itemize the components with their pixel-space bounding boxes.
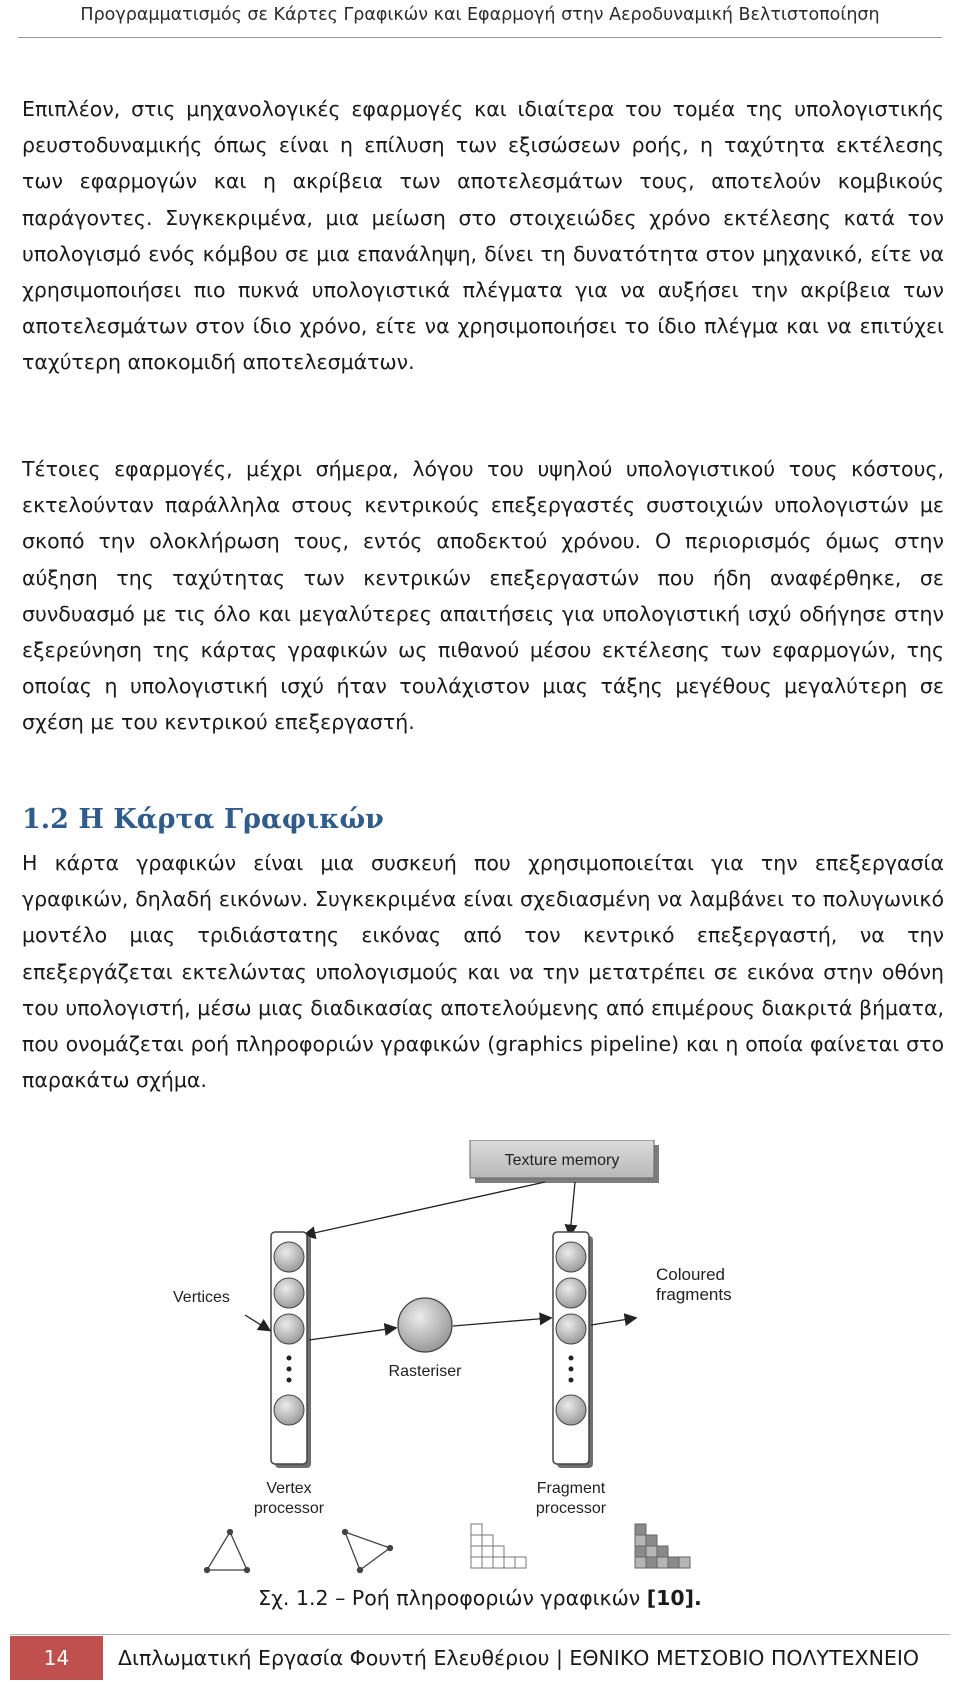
graphics-pipeline-figure — [165, 1140, 825, 1580]
texture-link-vertex — [305, 1182, 545, 1235]
page-number: 14 — [10, 1636, 103, 1680]
footer-text: Διπλωματική Εργασία Φουντή Ελευθέριου | ΕΘΝΙΚΟ ΜΕΤΣΟΒΙΟ ΠΟΛΥΤΕΧΝΕΙΟ — [118, 1646, 920, 1670]
running-title: Προγραμματισμός σε Κάρτες Γραφικών και Εφαρμογή στην Αεροδυναμική Βελτιστοποίηση — [80, 5, 880, 25]
vertices-arrow — [245, 1315, 269, 1330]
figure-caption — [0, 1583, 960, 1613]
section-heading: 1.2 Η Κάρτα Γραφικών — [22, 804, 384, 835]
caption-reference: [10]. — [646, 1586, 702, 1610]
rasteriser-node — [398, 1298, 452, 1352]
running-header — [18, 0, 942, 38]
triangle-input-illustration — [205, 1530, 250, 1573]
raster-grid-illustration — [471, 1524, 526, 1568]
body-paragraph-2: Τέτοιες εφαρμογές, μέχρι σήμερα, λόγου του υψηλού υπολογιστικού τους κόστους, εκτελούνταν παράλληλα στους κεντρικούς επεξεργαστές συστοιχιών υπολογιστών με σκοπό την ολοκλήρωση τους, εντός αποδεκτού χρόνου. Ο περιορισμός όμως στην αύξηση της ταχύτητας των κεντρικών επεξεργαστών που ήδη αναφέρθηκε, σε συνδυασμό με τις όλο και μεγαλύτερες απαιτήσεις για υπολογιστική ισχύ οδήγησε στην εξερεύνηση της κάρτας γραφικών ως πιθανού μέσου εκτέλεσης των εφαρμογών, της οποίας η υπολογιστική ισχύ ήταν τουλάχιστον μιας τάξης μεγέθους μεγαλύτερη σε σχέση με του κεντρικού επεξεργαστή. — [22, 457, 944, 735]
fragment-processor-label-line1: Fragment — [536, 1480, 606, 1497]
fragment-processor-column — [553, 1232, 593, 1468]
coloured-fragments-label-line2: fragments — [656, 1285, 732, 1304]
vertex-processor-label-line1: Vertex — [266, 1480, 312, 1497]
fragments-arrow — [591, 1318, 635, 1325]
vertex-to-rasteriser-arrow — [309, 1328, 395, 1340]
vertex-processor-column — [271, 1232, 311, 1468]
rasteriser-to-fragment-arrow — [453, 1318, 550, 1326]
fragment-processor-label-line2: processor — [535, 1500, 607, 1517]
coloured-fragments-label-line1: Coloured — [656, 1265, 725, 1284]
page-footer — [10, 1634, 950, 1681]
vertex-processor-label-line2: processor — [253, 1500, 325, 1517]
texture-link-fragment — [570, 1182, 575, 1235]
body-paragraph-3: Η κάρτα γραφικών είναι μια συσκευή που χρησιμοποιείται για την επεξεργασία γραφικών, δηλαδή εικόνων. Συγκεκριμένα είναι σχεδιασμένη να λαμβάνει το πολυγωνικό μοντέλο μιας τριδιάστατης εικόνας από τον κεντρικό επεξεργαστή, να την επεξεργάζεται εκτελώντας υπολογισμούς και να την μετατρέπει σε εικόνα στην οθόνη του υπολογιστή, μέσω μιας διαδικασίας αποτελούμενης από επιμέρους διακριτά βήματα, που ονομάζεται ροή πληροφοριών γραφικών (graphics pipeline) και η οποία φαίνεται στο παρακάτω σχήμα. — [22, 851, 944, 1093]
body-paragraph-1: Επιπλέον, στις μηχανολογικές εφαρμογές και ιδιαίτερα του τομέα της υπολογιστικής ρευστοδυναμικής όπως είναι η επίλυση των εξισώσεων ροής, η ταχύτητα εκτέλεσης των εφαρμογών και η ακρίβεια των αποτελεσμάτων τους, αποτελούν κομβικούς παράγοντες. Συγκεκριμένα, μια μείωση στο στοιχειώδες χρόνο εκτέλεσης κατά τον υπολογισμό ενός κόμβου σε μια επανάληψη, δίνει τη δυνατότητα στον μηχανικό, είτε να χρησιμοποιήσει πιο πυκνά υπολογιστικά πλέγματα για να αυξήσει την ακρίβεια των αποτελεσμάτων στον ίδιο χρόνο, είτε να χρησιμοποιήσει το ίδιο πλέγμα και να επιτύχει ταχύτερη αποκομιδή αποτελεσμάτων. — [22, 97, 944, 375]
texture-memory-label: Texture memory — [504, 1152, 620, 1169]
caption-text: Σχ. 1.2 – Ροή πληροφοριών γραφικών — [258, 1586, 647, 1610]
rasteriser-label: Rasteriser — [388, 1363, 462, 1380]
vertices-label: Vertices — [173, 1289, 230, 1306]
transformed-triangle-illustration — [343, 1530, 393, 1573]
coloured-grid-illustration — [635, 1524, 690, 1568]
